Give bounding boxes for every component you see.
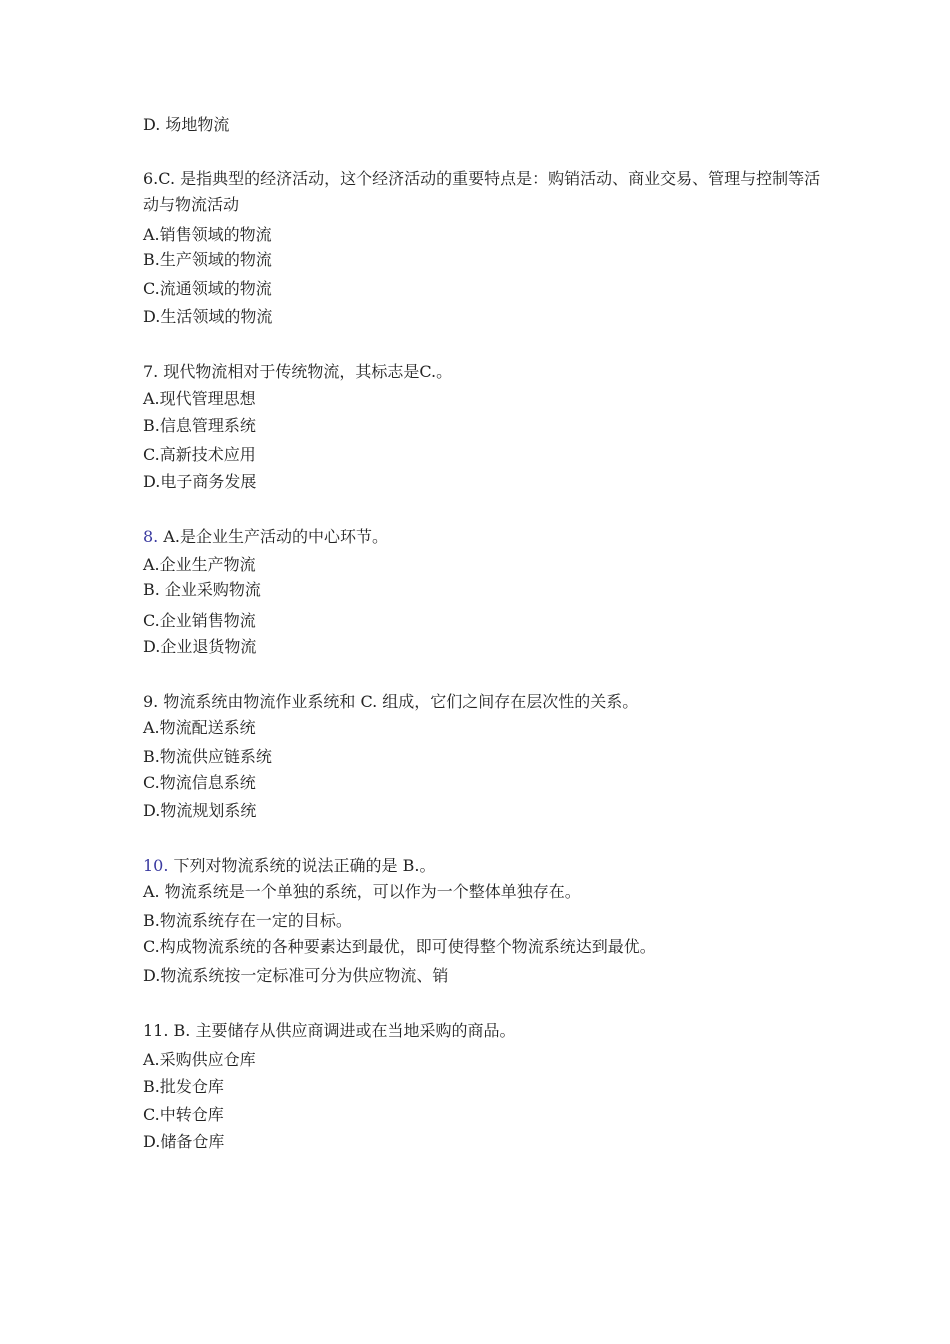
q11-option-c: C.中转仓库 xyxy=(143,1105,224,1124)
q8-stem xyxy=(143,527,388,547)
q11-option-b: B.批发仓库 xyxy=(143,1077,224,1096)
q7-option-a: A.现代管理思想 xyxy=(143,389,256,408)
q8-number: 8. xyxy=(143,527,159,546)
q9-option-b: B.物流供应链系统 xyxy=(143,747,272,766)
q9-option-a: A.物流配送系统 xyxy=(143,718,256,737)
q7-option-d: D.电子商务发展 xyxy=(143,472,257,491)
q8-stem-text: A.是企业生产活动的中心环节。 xyxy=(158,527,388,546)
q6-option-c: C.流通领域的物流 xyxy=(143,279,272,298)
q9-stem: 9. 物流系统由物流作业系统和 C. 组成，它们之间存在层次性的关系。 xyxy=(143,692,639,711)
q5-option-d: D. 场地物流 xyxy=(143,115,230,134)
q9-option-d: D.物流规划系统 xyxy=(143,801,257,820)
q8-option-a: A.企业生产物流 xyxy=(143,555,256,574)
q8-option-c: C.企业销售物流 xyxy=(143,611,256,630)
q6-option-d: D.生活领域的物流 xyxy=(143,307,273,326)
q7-option-c: C.高新技术应用 xyxy=(143,445,256,464)
q10-option-a: A. 物流系统是一个单独的系统，可以作为一个整体单独存在。 xyxy=(143,882,581,901)
q6-stem: 6.C. 是指典型的经济活动，这个经济活动的重要特点是：购销活动、商业交易、管理与控制等活动与物流活动 xyxy=(143,169,821,214)
q6-option-a: A.销售领域的物流 xyxy=(143,225,272,244)
q10-stem xyxy=(143,856,435,876)
q11-stem: 11. B. 主要储存从供应商调进或在当地采购的商品。 xyxy=(143,1021,516,1040)
q11-option-d: D.储备仓库 xyxy=(143,1132,225,1151)
q8-option-b: B. 企业采购物流 xyxy=(143,580,261,599)
q10-option-c: C.构成物流系统的各种要素达到最优，即可使得整个物流系统达到最优。 xyxy=(143,937,656,956)
q11-option-a: A.采购供应仓库 xyxy=(143,1050,256,1069)
q10-option-d: D.物流系统按一定标准可分为供应物流、销 xyxy=(143,966,449,985)
q8-option-d: D.企业退货物流 xyxy=(143,637,257,656)
q10-option-b: B.物流系统存在一定的目标。 xyxy=(143,911,352,930)
q10-number: 10. xyxy=(143,856,169,875)
q10-stem-text: 下列对物流系统的说法正确的是 B.。 xyxy=(168,856,436,875)
q9-option-c: C.物流信息系统 xyxy=(143,773,256,792)
q7-option-b: B.信息管理系统 xyxy=(143,416,256,435)
q7-stem: 7. 现代物流相对于传统物流，其标志是C.。 xyxy=(143,362,453,381)
q6-option-b: B.生产领域的物流 xyxy=(143,250,272,269)
